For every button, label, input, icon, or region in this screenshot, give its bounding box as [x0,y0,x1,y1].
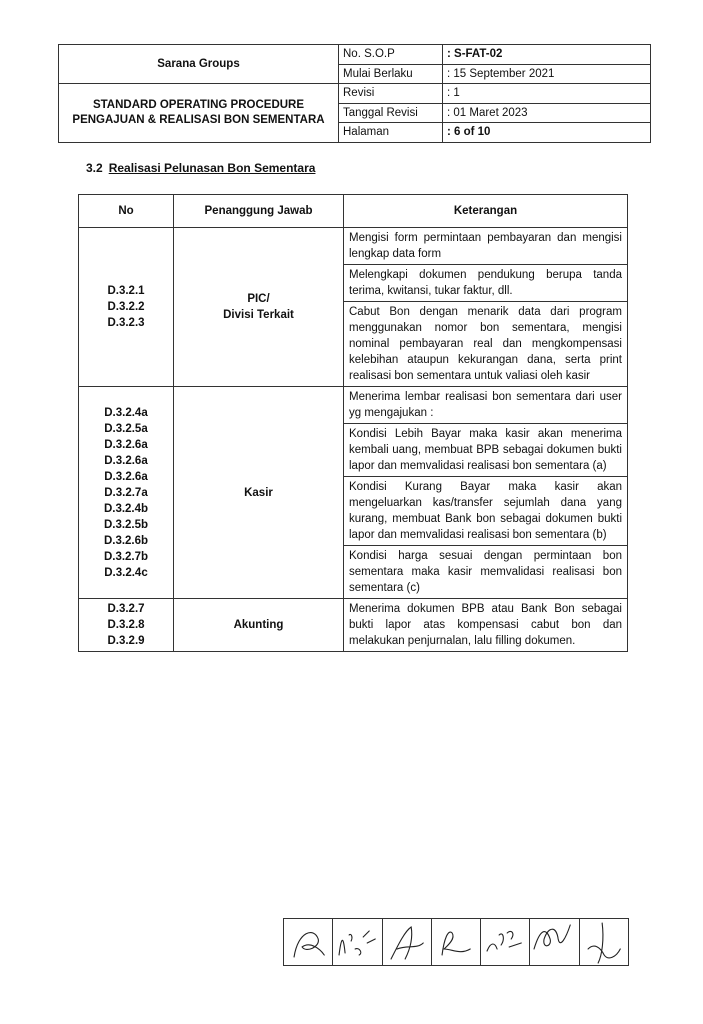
responsible-party: Kasir [174,387,344,599]
responsible-party: Akunting [174,599,344,652]
column-header-no: No [79,195,174,228]
header-value-revision: : 1 [443,84,651,104]
header-value-revision-date: : 01 Maret 2023 [443,103,651,123]
description-cell: Kondisi Kurang Bayar maka kasir akan mengeluarkan kas/transfer sejumlah dana yang kurang, membuat Bank bon sebagai dokumen bukti lapor dan memvalidasi realisasi bon sementara (b) [344,477,628,546]
sop-header-table [58,44,651,143]
column-header-keterangan: Keterangan [344,195,628,228]
description-cell: Melengkapi dokumen pendukung berupa tanda terima, kwitansi, tukar faktur, dll. [344,265,628,302]
table-row [79,387,628,424]
procedure-table [78,194,628,652]
description-cell: Menerima lembar realisasi bon sementara dari user yg mengajukan : [344,387,628,424]
description-cell: Kondisi Lebih Bayar maka kasir akan menerima kembali uang, membuat BPB sebagai dokumen bukti lapor dan memvalidasi realisasi bon sementara (a) [344,424,628,477]
header-label-page: Halaman [339,123,443,143]
responsible-party: PIC/ Divisi Terkait [174,228,344,387]
signature-box [579,919,628,966]
handwritten-signature-icon [333,919,381,965]
header-label-start-date: Mulai Berlaku [339,64,443,84]
signature-box [530,919,579,966]
table-row [79,228,628,265]
column-header-pj: Penanggung Jawab [174,195,344,228]
document-title: STANDARD OPERATING PROCEDURE PENGAJUAN & REALISASI BON SEMENTARA [59,84,339,143]
handwritten-signature-icon [383,919,431,965]
signature-box [431,919,480,966]
handwritten-signature-icon [432,919,480,965]
signature-strip [283,918,629,966]
header-value-start-date: : 15 September 2021 [443,64,651,84]
description-cell: Mengisi form permintaan pembayaran dan mengisi lengkap data form [344,228,628,265]
table-header-row [79,195,628,228]
table-row [79,599,628,652]
company-name: Sarana Groups [59,45,339,84]
signature-box [481,919,530,966]
section-number: 3.2 [86,161,103,175]
header-label-revision: Revisi [339,84,443,104]
header-label-sop-no: No. S.O.P [339,45,443,65]
handwritten-signature-icon [530,919,578,965]
handwritten-signature-icon [580,919,628,965]
step-numbers: D.3.2.1 D.3.2.2 D.3.2.3 [79,228,174,387]
section-title: Realisasi Pelunasan Bon Sementara [108,161,316,175]
header-value-sop-no: : S-FAT-02 [443,45,651,65]
step-numbers: D.3.2.7 D.3.2.8 D.3.2.9 [79,599,174,652]
header-value-page: : 6 of 10 [443,123,651,143]
description-cell: Cabut Bon dengan menarik data dari program menggunakan nomor bon sementara, mengisi nominal pembayaran real dan mengkompensasi kelebihan ataupun kekurangan dana, serta print realisasi bon sementara untuk valiasi oleh kasir [344,302,628,387]
step-numbers: D.3.2.4a D.3.2.5a D.3.2.6a D.3.2.6a D.3.2.6a D.3.2.7a D.3.2.4b D.3.2.5b D.3.2.6b D.3.2.7b D.3.2.4c [79,387,174,599]
signature-box [284,919,333,966]
handwritten-signature-icon [284,919,332,965]
header-label-revision-date: Tanggal Revisi [339,103,443,123]
section-heading [86,161,315,175]
signature-box [382,919,431,966]
description-cell: Menerima dokumen BPB atau Bank Bon sebagai bukti lapor atas kompensasi cabut bon dan melakukan penjurnalan, lalu filling dokumen. [344,599,628,652]
description-cell: Kondisi harga sesuai dengan permintaan bon sementara maka kasir memvalidasi realisasi bon sementara (c) [344,546,628,599]
signature-box [333,919,382,966]
handwritten-signature-icon [481,919,529,965]
